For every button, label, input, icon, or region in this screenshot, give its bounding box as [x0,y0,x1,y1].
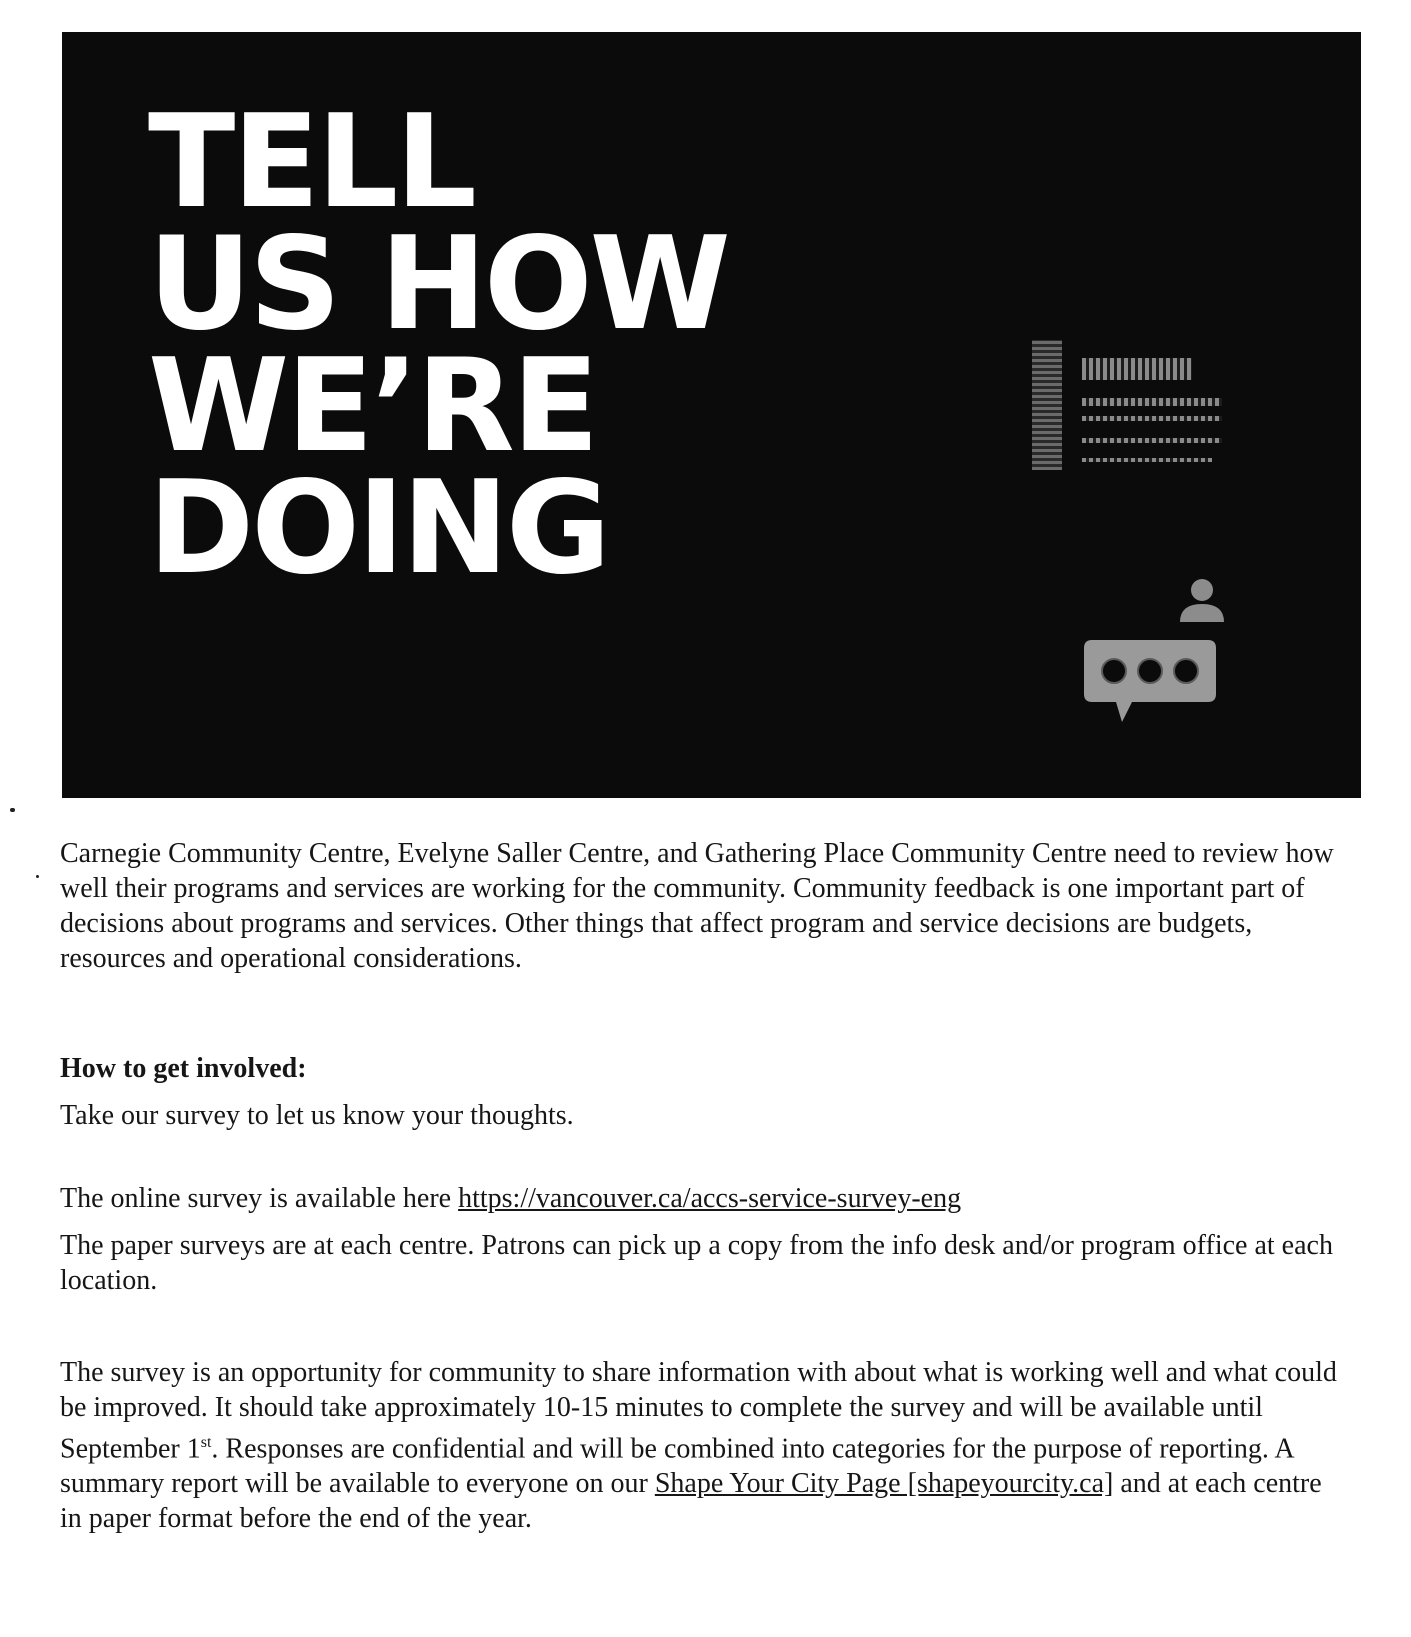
logo-mark [1032,340,1062,470]
body-text [60,836,1350,1536]
city-logo-icon [1032,320,1242,500]
survey-info-superscript: st [200,1434,212,1451]
online-survey-prefix: The online survey is available here [60,1183,459,1214]
online-survey-paragraph [60,1181,1350,1216]
headline-line-4: DOING [148,454,608,603]
paper-survey-paragraph: The paper surveys are at each centre. Patrons can pick up a copy from the info desk and/or program office at each location. [60,1230,1333,1296]
hero-banner [62,32,1361,798]
scan-mark [10,808,15,812]
survey-info-part3: and at each centre in paper format before the end of the year. [60,1468,1322,1535]
headline-line-2: US HOW [148,210,728,359]
headline [148,88,728,603]
take-survey-text: Take our survey to let us know your thoughts. [60,1100,574,1131]
headline-line-1: TELL [148,88,474,237]
headline-line-3: WE’RE [148,332,597,481]
intro-paragraph: Carnegie Community Centre, Evelyne Saller Centre, and Gathering Place Community Centre need to review how well their programs and services are working for the community. Community feedback is one important part of decisions about programs and services. Other things that affect program and service decisions are budgets, resources and operational considerations. [60,838,1334,974]
shape-your-city-link[interactable]: Shape Your City Page [shapeyourcity.ca] [654,1468,1114,1500]
survey-info-paragraph [60,1355,1350,1536]
scan-mark [36,875,39,878]
how-to-get-involved-heading: How to get involved: [60,1053,307,1084]
chat-bubble-person-icon [1080,578,1250,748]
online-survey-link[interactable]: https://vancouver.ca/accs-service-survey-eng [458,1183,962,1214]
survey-info-part1: The survey is an opportunity for community to share information with about what is working well and what could be improved. It should take approximately 10-15 minutes to complete the survey and will be available until September 1 [60,1357,1337,1465]
survey-info-part2: . Responses are confidential and will be combined into categories for the purpose of reporting. A summary report will be available to everyone on our [60,1433,1294,1500]
